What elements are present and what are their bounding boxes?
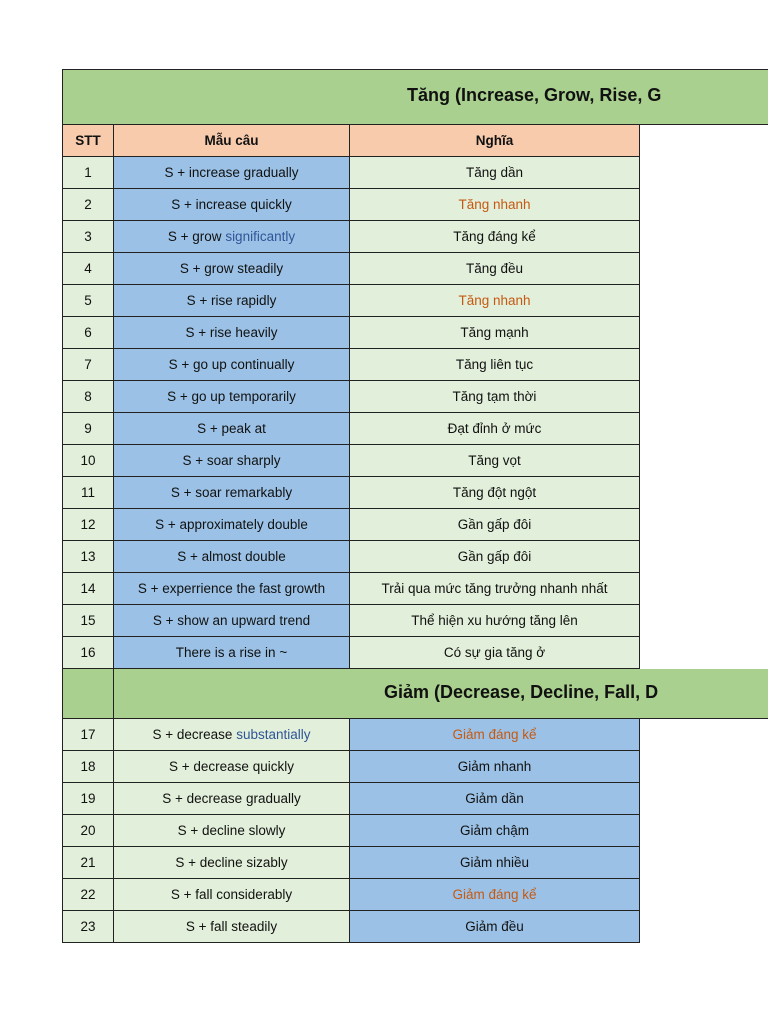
pattern-cell[interactable] [114,349,350,381]
pattern-cell[interactable] [114,879,350,911]
meaning-cell[interactable]: Trải qua mức tăng trưởng nhanh nhất [350,573,640,605]
pattern-text: S + almost double [177,549,286,564]
header-nghia[interactable]: Nghĩa [350,125,640,157]
meaning-cell[interactable]: Giảm nhiều [350,847,640,879]
pattern-cell[interactable] [114,783,350,815]
pattern-text: S + fall steadily [185,919,278,934]
meaning-cell[interactable]: Tăng đột ngột [350,477,640,509]
pattern-cell[interactable] [114,285,350,317]
stt-cell[interactable]: 13 [62,541,114,573]
pattern-text: S + fall considerably [170,887,293,902]
pattern-cell[interactable] [114,413,350,445]
meaning-cell[interactable]: Tăng đều [350,253,640,285]
stt-cell[interactable]: 8 [62,381,114,413]
pattern-text: S + decline sizably [175,855,288,870]
pattern-text: S + approximately double [155,517,308,532]
pattern-text: S + soar remarkably [170,485,293,500]
pattern-text: S + rise heavily [185,325,278,340]
decrease-section-title: Giảm (Decrease, Decline, Fall, D [384,682,659,702]
pattern-text: S + go up continually [168,357,295,372]
pattern-text: S + increase gradually [164,165,299,180]
pattern-text: S + decline slowly [177,823,286,838]
stt-cell[interactable]: 15 [62,605,114,637]
pattern-cell[interactable] [114,573,350,605]
pattern-cell[interactable] [114,815,350,847]
meaning-cell[interactable]: Tăng vọt [350,445,640,477]
meaning-cell[interactable]: Giảm chậm [350,815,640,847]
pattern-text: S + decrease [152,727,237,742]
stt-cell[interactable]: 5 [62,285,114,317]
pattern-text: There is a rise in ~ [175,645,288,660]
stt-cell[interactable]: 12 [62,509,114,541]
increase-section-title: Tăng (Increase, Grow, Rise, G [407,85,662,105]
pattern-text: S + increase quickly [171,197,292,212]
stt-cell[interactable]: 4 [62,253,114,285]
pattern-cell[interactable] [114,751,350,783]
meaning-cell[interactable]: Tăng đáng kể [350,221,640,253]
pattern-cell[interactable] [114,317,350,349]
stt-cell[interactable]: 23 [62,911,114,943]
stt-cell[interactable]: 2 [62,189,114,221]
header-mau-cau[interactable]: Mẫu câu [114,125,350,157]
meaning-cell[interactable]: Thể hiện xu hướng tăng lên [350,605,640,637]
pattern-cell[interactable] [114,157,350,189]
meaning-cell[interactable]: Tăng tạm thời [350,381,640,413]
meaning-cell[interactable]: Giảm đáng kể [350,879,640,911]
meaning-cell[interactable]: Tăng mạnh [350,317,640,349]
meaning-cell[interactable]: Tăng liên tục [350,349,640,381]
stt-cell[interactable]: 14 [62,573,114,605]
stt-cell[interactable]: 18 [62,751,114,783]
meaning-cell[interactable]: Tăng nhanh [350,189,640,221]
pattern-text: S + rise rapidly [186,293,277,308]
pattern-text: S + grow [167,229,226,244]
meaning-cell[interactable]: Giảm đều [350,911,640,943]
pattern-cell[interactable] [114,477,350,509]
meaning-cell[interactable]: Giảm dần [350,783,640,815]
pattern-cell[interactable] [114,189,350,221]
meaning-cell[interactable]: Giảm nhanh [350,751,640,783]
meaning-cell[interactable]: Giảm đáng kể [350,719,640,751]
meaning-cell[interactable]: Có sự gia tăng ở [350,637,640,669]
meaning-cell[interactable]: Tăng nhanh [350,285,640,317]
pattern-text: S + grow steadily [179,261,284,276]
stt-cell[interactable]: 7 [62,349,114,381]
pattern-cell[interactable] [114,381,350,413]
pattern-cell[interactable] [114,253,350,285]
pattern-cell[interactable] [114,719,350,751]
pattern-text: S + show an upward trend [152,613,311,628]
stt-cell[interactable]: 10 [62,445,114,477]
stt-cell[interactable]: 6 [62,317,114,349]
stt-cell[interactable]: 1 [62,157,114,189]
stt-cell[interactable]: 20 [62,815,114,847]
pattern-cell[interactable] [114,637,350,669]
pattern-text: S + soar sharply [182,453,281,468]
pattern-cell[interactable] [114,221,350,253]
pattern-text: S + peak at [197,421,266,436]
meaning-cell[interactable]: Gần gấp đôi [350,541,640,573]
pattern-cell[interactable] [114,911,350,943]
stt-cell[interactable]: 22 [62,879,114,911]
stt-cell[interactable]: 3 [62,221,114,253]
pattern-text: S + decrease gradually [162,791,301,806]
pattern-cell[interactable] [114,509,350,541]
stt-cell[interactable]: 19 [62,783,114,815]
pattern-cell[interactable] [114,445,350,477]
pattern-text: S + decrease quickly [169,759,294,774]
pattern-highlight-text: substantially [236,727,311,742]
pattern-cell[interactable] [114,847,350,879]
decrease-stt-blank-cell[interactable] [62,669,114,719]
header-stt[interactable]: STT [62,125,114,157]
pattern-text: S + experrience the fast growth [137,581,326,596]
pattern-cell[interactable] [114,541,350,573]
stt-cell[interactable]: 16 [62,637,114,669]
meaning-cell[interactable]: Tăng dần [350,157,640,189]
pattern-highlight-text: significantly [225,229,296,244]
stt-cell[interactable]: 11 [62,477,114,509]
pattern-text: S + go up temporarily [167,389,296,404]
pattern-cell[interactable] [114,605,350,637]
stt-cell[interactable]: 9 [62,413,114,445]
stt-cell[interactable]: 17 [62,719,114,751]
stt-cell[interactable]: 21 [62,847,114,879]
meaning-cell[interactable]: Gần gấp đôi [350,509,640,541]
meaning-cell[interactable]: Đạt đỉnh ở mức [350,413,640,445]
